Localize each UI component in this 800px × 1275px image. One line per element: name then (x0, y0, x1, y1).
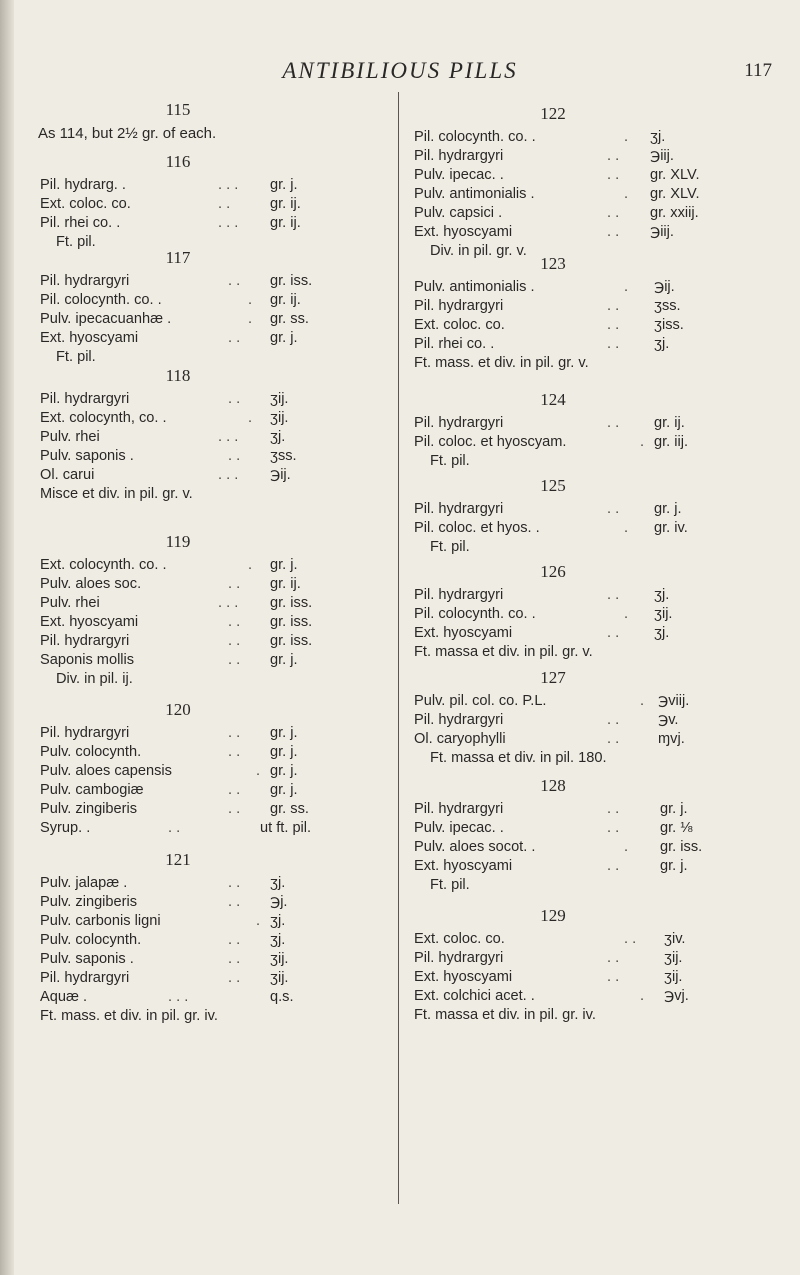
leader-dots: . . (607, 501, 620, 517)
ingredient-quantity: ʒj. (654, 587, 670, 603)
leader-dots: . . (607, 801, 620, 817)
ingredient-quantity: q.s. (270, 989, 294, 1005)
ingredient-quantity: gr. j. (270, 330, 298, 346)
ingredient-row (412, 335, 784, 354)
ingredient-name: Ext. hyoscyami (40, 330, 139, 346)
recipe-129 (412, 906, 784, 1032)
ingredient-name: Pil. hydrargyri (414, 950, 504, 966)
ingredient-row (38, 931, 398, 950)
ingredient-quantity: gr. iss. (270, 273, 313, 289)
ingredient-row (38, 969, 398, 988)
leader-dots: . . (607, 317, 620, 333)
ingredient-row (38, 819, 398, 838)
recipe-number: 121 (165, 850, 191, 869)
recipe-121 (38, 850, 398, 1026)
leader-dots: . . (607, 969, 620, 985)
leader-dots: . . (228, 951, 241, 967)
leader-dots: . (248, 410, 253, 426)
ingredient-quantity: ʒij. (654, 606, 673, 622)
ingredient-quantity: ʒiss. (654, 317, 684, 333)
ingredient-quantity: gr. j. (660, 801, 688, 817)
ingredient-name: Saponis mollis (40, 652, 135, 668)
leader-dots: . . (607, 820, 620, 836)
ingredient-name: Pil. hydrargyri (414, 298, 504, 314)
leader-dots: . . (228, 875, 241, 891)
recipe-124 (412, 390, 784, 476)
ingredient-name: Pil. colocynth. co. . (40, 292, 162, 308)
ingredient-quantity: gr. j. (270, 652, 298, 668)
recipe-instruction: Ft. pil. (56, 349, 96, 365)
ingredient-row (38, 874, 398, 893)
ingredient-quantity: gr. iij. (654, 434, 689, 450)
ingredient-row (412, 278, 784, 297)
ingredient-quantity: gr. iss. (270, 633, 313, 649)
ingredient-name: Pil. rhei co. . (40, 215, 121, 231)
ingredient-row (412, 711, 784, 730)
ingredient-name: Ext. colocynth. co. . (40, 557, 167, 573)
ingredient-name: Pulv. cambogiæ (40, 782, 144, 798)
recipe-instruction: Ft. mass. et div. in pil. gr. iv. (40, 1008, 218, 1024)
running-head (0, 58, 800, 88)
recipe-122 (412, 104, 784, 259)
ingredient-row (412, 838, 784, 857)
leader-dots: . . . (218, 595, 239, 611)
ingredient-quantity: gr. j. (270, 725, 298, 741)
ingredient-name: Pulv. saponis . (40, 951, 134, 967)
ingredient-name: Ext. colchici acet. . (414, 988, 535, 1004)
ingredient-name: Ext. hyoscyami (414, 625, 513, 641)
ingredient-name: Aquæ . (40, 989, 88, 1005)
recipe-instruction: Div. in pil. gr. v. (430, 243, 527, 259)
ingredient-row (412, 297, 784, 316)
recipe-number: 125 (540, 476, 566, 495)
ingredient-name: Pulv. carbonis ligni (40, 913, 161, 929)
ingredient-row (38, 195, 398, 214)
ingredient-quantity: gr. j. (270, 782, 298, 798)
leader-dots: . . (607, 148, 620, 164)
leader-dots: . (640, 434, 645, 450)
ingredient-name: Pulv. aloes socot. . (414, 839, 536, 855)
leader-dots: . (640, 988, 645, 1004)
ingredient-name: Pulv. ipecac. . (414, 820, 504, 836)
ingredient-quantity: gr. iss. (660, 839, 703, 855)
ingredient-quantity: ʒij. (270, 970, 289, 986)
leader-dots: . . (228, 932, 241, 948)
ingredient-quantity: gr. ij. (270, 576, 301, 592)
ingredient-name: Pil. hydrargyri (40, 970, 130, 986)
ingredient-name: Pil. colocynth. co. . (414, 129, 536, 145)
ingredient-row (38, 724, 398, 743)
ingredient-quantity: ut ft. pil. (260, 820, 312, 836)
recipe-number: 122 (540, 104, 566, 123)
ingredient-quantity: ℈j. (270, 894, 288, 910)
recipe-number: 117 (165, 248, 191, 267)
leader-dots: . . . (168, 989, 189, 1005)
leader-dots: . . . (218, 429, 239, 445)
ingredient-name: Ext. coloc. co. (40, 196, 131, 212)
leader-dots: . . (607, 298, 620, 314)
ingredient-name: Pil. coloc. et hyos. . (414, 520, 540, 536)
ingredient-name: Pulv. aloes capensis (40, 763, 172, 779)
ingredient-quantity: gr. ij. (270, 292, 301, 308)
recipe-120 (38, 700, 398, 850)
ingredient-name: Pil. hydrargyri (414, 415, 504, 431)
ingredient-name: Pil. rhei co. . (414, 336, 495, 352)
ingredient-name: Ext. hyoscyami (414, 969, 513, 985)
leader-dots: . . (228, 970, 241, 986)
ingredient-row (412, 185, 784, 204)
ingredient-row (412, 128, 784, 147)
leader-dots: . . (228, 614, 241, 630)
leader-dots: . . (228, 894, 241, 910)
ingredient-name: Pulv. ipecac. . (414, 167, 504, 183)
ingredient-name: Ext. coloc. co. (414, 317, 505, 333)
leader-dots: . . . (218, 177, 239, 193)
ingredient-row (412, 147, 784, 166)
leader-dots: . . (607, 587, 620, 603)
ingredient-quantity: ʒij. (664, 950, 683, 966)
ingredient-name: Ext. hyoscyami (414, 858, 513, 874)
ingredient-row (412, 730, 784, 749)
ingredient-row (38, 428, 398, 447)
ingredient-row (38, 329, 398, 348)
ingredient-quantity: gr. XLV. (650, 167, 700, 183)
ingredient-quantity: ʒiv. (664, 931, 686, 947)
ingredient-row (412, 433, 784, 452)
recipe-instruction: Ft. massa et div. in pil. gr. iv. (414, 1007, 596, 1023)
ingredient-quantity: ɱvj. (658, 731, 685, 747)
leader-dots: . (624, 279, 629, 295)
ingredient-row (38, 988, 398, 1007)
ingredient-row (38, 310, 398, 329)
ingredient-name: Ext. hyoscyami (40, 614, 139, 630)
ingredient-row (38, 291, 398, 310)
ingredient-name: Pulv. pil. col. co. P.L. (414, 693, 547, 709)
recipe-instruction: Ft. pil. (430, 539, 470, 555)
ingredient-quantity: ʒij. (270, 391, 289, 407)
recipe-number: 129 (540, 906, 566, 925)
ingredient-row (412, 857, 784, 876)
ingredient-name: Ol. caryophylli (414, 731, 506, 747)
ingredient-row (412, 519, 784, 538)
leader-dots: . . (228, 744, 241, 760)
ingredient-row (412, 692, 784, 711)
leader-dots: . . (607, 625, 620, 641)
recipe-instruction: Ft. mass. et div. in pil. gr. v. (414, 355, 589, 371)
ingredient-quantity: gr. j. (660, 858, 688, 874)
leader-dots: . (624, 520, 629, 536)
ingredient-quantity: ʒj. (650, 129, 666, 145)
ingredient-quantity: ʒj. (270, 875, 286, 891)
ingredient-quantity: gr. ij. (654, 415, 685, 431)
ingredient-name: Pulv. capsici . (414, 205, 503, 221)
ingredient-name: Pil. coloc. et hyoscyam. (414, 434, 567, 450)
leader-dots: . (248, 557, 253, 573)
ingredient-name: Pulv. colocynth. (40, 744, 142, 760)
ingredient-quantity: gr. j. (654, 501, 682, 517)
ingredient-quantity: ʒij. (270, 951, 289, 967)
recipe-instruction: Ft. massa et div. in pil. 180. (430, 750, 607, 766)
leader-dots: . (256, 763, 261, 779)
leader-dots: . (248, 292, 253, 308)
recipe-instruction: Misce et div. in pil. gr. v. (40, 486, 193, 502)
ingredient-name: Pulv. aloes soc. (40, 576, 142, 592)
leader-dots: . . (624, 931, 637, 947)
leader-dots: . . (228, 652, 241, 668)
ingredient-name: Pil. hydrargyri (414, 712, 504, 728)
ingredient-name: Pulv. zingiberis (40, 894, 138, 910)
ingredient-row (38, 214, 398, 233)
recipe-number: 118 (165, 366, 191, 385)
ingredient-quantity: ℈ij. (270, 467, 291, 483)
recipe-number: 115 (165, 100, 191, 119)
leader-dots: . . (228, 576, 241, 592)
ingredient-name: Pil. hydrarg. . (40, 177, 126, 193)
ingredient-quantity: ℈viij. (658, 693, 690, 709)
recipe-instruction: Ft. pil. (430, 877, 470, 893)
page-number: 117 (744, 60, 772, 81)
recipe-126 (412, 562, 784, 668)
ingredient-row (412, 800, 784, 819)
recipe-116 (38, 152, 398, 248)
leader-dots: . (624, 186, 629, 202)
recipe-instruction: Ft. pil. (56, 234, 96, 250)
ingredient-row (412, 987, 784, 1006)
leader-dots: . (624, 129, 629, 145)
ingredient-name: Pulv. antimonialis . (414, 279, 535, 295)
leader-dots: . . (607, 858, 620, 874)
ingredient-name: Pulv. rhei (40, 595, 100, 611)
leader-dots: . . (218, 196, 231, 212)
ingredient-row (38, 743, 398, 762)
leader-dots: . . (228, 330, 241, 346)
ingredient-row (412, 500, 784, 519)
ingredient-quantity: ʒj. (270, 932, 286, 948)
leader-dots: . . (607, 415, 620, 431)
leader-dots: . . (228, 391, 241, 407)
ingredient-row (412, 624, 784, 643)
leader-dots: . . (228, 633, 241, 649)
recipe-instruction: Ft. pil. (430, 453, 470, 469)
page-binding-edge (0, 0, 14, 1275)
ingredient-row (38, 632, 398, 651)
ingredient-row (38, 594, 398, 613)
ingredient-quantity: gr. j. (270, 557, 298, 573)
ingredient-quantity: ʒij. (270, 410, 289, 426)
ingredient-quantity: ℈v. (658, 712, 679, 728)
ingredient-quantity: ʒss. (654, 298, 681, 314)
ingredient-quantity: ℈iij. (650, 148, 674, 164)
leader-dots: . . (607, 167, 620, 183)
ingredient-row (38, 613, 398, 632)
recipe-text: As 114, but 2½ gr. of each. (38, 125, 217, 142)
recipe-number: 120 (165, 700, 191, 719)
ingredient-name: Pil. hydrargyri (40, 725, 130, 741)
ingredient-row (412, 605, 784, 624)
ingredient-quantity: gr. ij. (270, 196, 301, 212)
leader-dots: . . (168, 820, 181, 836)
ingredient-quantity: ʒj. (654, 336, 670, 352)
ingredient-name: Pil. hydrargyri (40, 391, 130, 407)
right-column (412, 104, 784, 1032)
ingredient-name: Pulv. rhei (40, 429, 100, 445)
leader-dots: . . (607, 336, 620, 352)
ingredient-quantity: gr. ij. (270, 215, 301, 231)
recipe-number: 123 (540, 254, 566, 273)
ingredient-quantity: gr. ss. (270, 311, 309, 327)
ingredient-name: Pil. hydrargyri (414, 801, 504, 817)
recipe-number: 127 (540, 668, 566, 687)
ingredient-name: Ext. coloc. co. (414, 931, 505, 947)
leader-dots: . (248, 311, 253, 327)
ingredient-name: Ol. carui (40, 467, 95, 483)
ingredient-name: Pulv. antimonialis . (414, 186, 535, 202)
ingredient-name: Pulv. colocynth. (40, 932, 142, 948)
recipe-instruction: Ft. massa et div. in pil. gr. v. (414, 644, 593, 660)
leader-dots: . . (607, 731, 620, 747)
leader-dots: . . (228, 725, 241, 741)
recipe-number: 119 (165, 532, 191, 551)
ingredient-quantity: gr. iss. (270, 595, 313, 611)
recipe-123 (412, 254, 784, 390)
leader-dots: . . (607, 224, 620, 240)
leader-dots: . . (607, 205, 620, 221)
ingredient-name: Pulv. jalapæ . (40, 875, 128, 891)
recipe-128 (412, 776, 784, 906)
ingredient-name: Pil. colocynth. co. . (414, 606, 536, 622)
ingredient-quantity: gr. j. (270, 177, 298, 193)
ingredient-name: Pil. hydrargyri (414, 587, 504, 603)
leader-dots: . . (607, 950, 620, 966)
ingredient-quantity: ℈iij. (650, 224, 674, 240)
ingredient-row (412, 166, 784, 185)
ingredient-row (412, 586, 784, 605)
ingredient-row (412, 819, 784, 838)
ingredient-row (412, 414, 784, 433)
leader-dots: . . (228, 801, 241, 817)
ingredient-quantity: gr. iv. (654, 520, 688, 536)
leader-dots: . . (228, 273, 241, 289)
recipe-number: 124 (540, 390, 566, 409)
ingredient-name: Pil. hydrargyri (414, 501, 504, 517)
ingredient-name: Syrup. . (40, 820, 91, 836)
leader-dots: . . (607, 712, 620, 728)
ingredient-row (412, 930, 784, 949)
ingredient-quantity: gr. j. (270, 763, 298, 779)
recipe-number: 126 (540, 562, 566, 581)
ingredient-row (38, 800, 398, 819)
ingredient-name: Pil. hydrargyri (414, 148, 504, 164)
ingredient-quantity: ʒj. (270, 429, 286, 445)
leader-dots: . . . (218, 467, 239, 483)
ingredient-name: Pil. hydrargyri (40, 273, 130, 289)
page-title: ANTIBILIOUS PILLS (282, 58, 518, 83)
ingredient-quantity: gr. xxiij. (650, 205, 699, 221)
ingredient-quantity: gr. ⅛ (660, 820, 693, 836)
ingredient-row (412, 204, 784, 223)
ingredient-quantity: ℈vj. (664, 988, 689, 1004)
leader-dots: . . . (218, 215, 239, 231)
ingredient-name: Pulv. saponis . (40, 448, 134, 464)
leader-dots: . (640, 693, 645, 709)
ingredient-row (38, 447, 398, 466)
ingredient-row (412, 316, 784, 335)
ingredient-row (412, 223, 784, 242)
ingredient-name: Pulv. zingiberis (40, 801, 138, 817)
ingredient-quantity: gr. iss. (270, 614, 313, 630)
ingredient-row (412, 949, 784, 968)
ingredient-name: Ext. hyoscyami (414, 224, 513, 240)
leader-dots: . . (228, 448, 241, 464)
recipe-number: 128 (540, 776, 566, 795)
ingredient-quantity: gr. XLV. (650, 186, 700, 202)
ingredient-quantity: ʒj. (654, 625, 670, 641)
ingredient-name: Pil. hydrargyri (40, 633, 130, 649)
ingredient-name: Ext. colocynth, co. . (40, 410, 167, 426)
ingredient-quantity: ʒss. (270, 448, 297, 464)
recipe-number: 116 (165, 152, 191, 171)
recipe-125 (412, 476, 784, 562)
ingredient-row (412, 968, 784, 987)
leader-dots: . (624, 606, 629, 622)
ingredient-quantity: gr. ss. (270, 801, 309, 817)
ingredient-name: Pulv. ipecacuanhæ . (40, 311, 172, 327)
leader-dots: . (256, 913, 261, 929)
recipe-instruction: Div. in pil. ij. (56, 671, 133, 687)
recipe-127 (412, 668, 784, 776)
leader-dots: . . (228, 782, 241, 798)
ingredient-row (38, 950, 398, 969)
ingredient-quantity: ℈ij. (654, 279, 675, 295)
ingredient-quantity: ʒij. (664, 969, 683, 985)
ingredient-row (38, 176, 398, 195)
leader-dots: . (624, 839, 629, 855)
ingredient-quantity: ʒj. (270, 913, 286, 929)
ingredient-quantity: gr. j. (270, 744, 298, 760)
